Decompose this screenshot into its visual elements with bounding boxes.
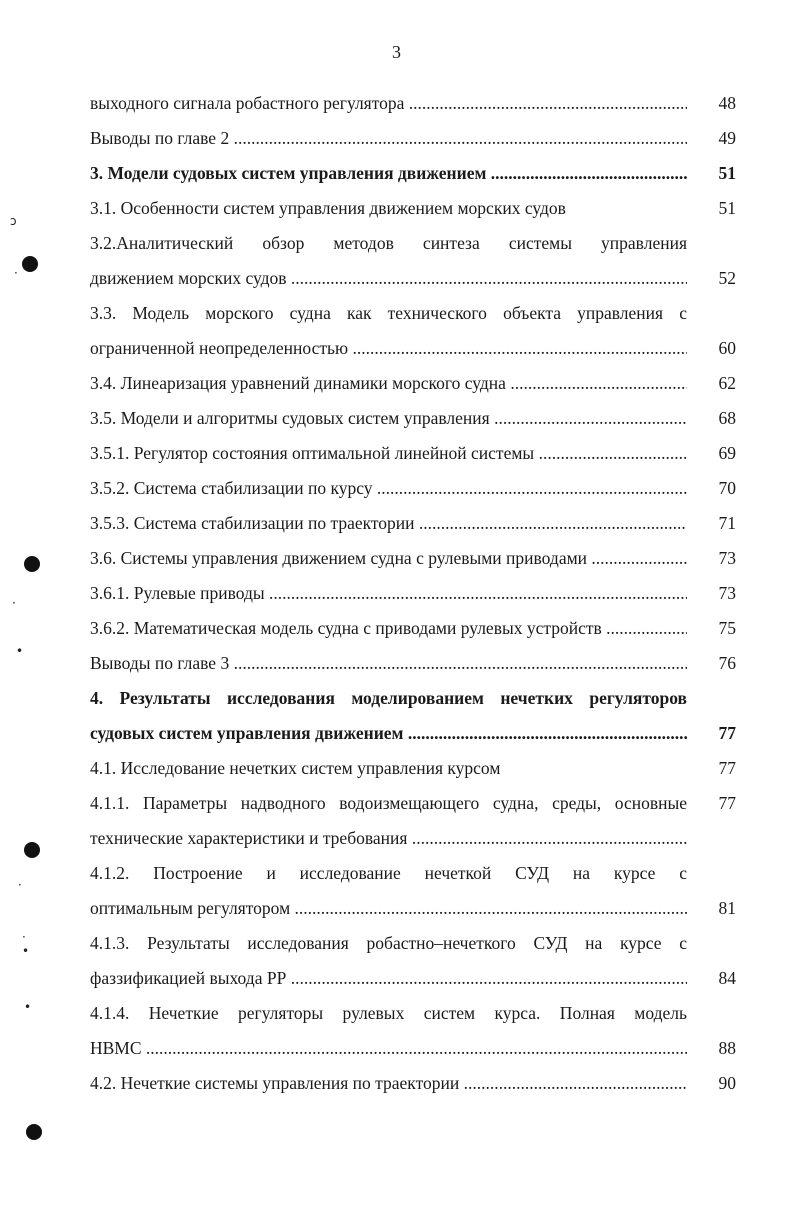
toc-entry-page: 60: [718, 338, 736, 358]
toc-entry[interactable]: [90, 856, 736, 926]
toc-entry-page: 75: [718, 618, 736, 638]
toc-entry-page: 73: [718, 548, 736, 568]
toc-entry-page: 76: [718, 653, 736, 673]
toc-entry-line: 3.4. Линеаризация уравнений динамики морского судна .....: [90, 366, 687, 401]
toc-entry[interactable]: [90, 576, 736, 611]
toc-entry[interactable]: [90, 86, 736, 121]
scan-speck: ·: [12, 596, 16, 610]
page-number: 3: [392, 42, 401, 62]
toc-entry-line: 3.3. Модель морского судна как технического объекта управления с: [90, 303, 687, 323]
toc-entry-page: 77: [718, 723, 736, 743]
binder-hole-1: [22, 256, 38, 272]
toc-entry[interactable]: [90, 191, 736, 226]
toc-entry-line: 3.5.3. Система стабилизации по траектории .....: [90, 506, 687, 541]
toc-entry-page: 88: [718, 1038, 736, 1058]
toc-entry-line: фаззификацией выхода РР .....: [90, 961, 687, 996]
toc-entry[interactable]: [90, 296, 736, 366]
toc-entry[interactable]: [90, 436, 736, 471]
toc-entry-page: 84: [718, 968, 736, 988]
toc-entry-line: ограниченной неопределенностью .....: [90, 331, 687, 366]
toc-entry-page: 77: [718, 758, 736, 778]
toc-entry-page: 51: [718, 198, 736, 218]
binder-hole-4: [26, 1124, 42, 1140]
toc-entry-line: 3.6. Системы управления движением судна с рулевыми приводами .....: [90, 541, 687, 576]
toc-entry[interactable]: [90, 751, 736, 786]
toc-entry[interactable]: [90, 121, 736, 156]
toc-entry-line: 3.1. Особенности систем управления движением морских судов: [90, 198, 566, 218]
toc-entry-page: 52: [718, 268, 736, 288]
toc-entry-line: оптимальным регулятором .....: [90, 891, 687, 926]
scan-speck: •: [24, 1000, 32, 1014]
toc-entry-page: 48: [718, 93, 736, 113]
toc-entry-page: 70: [718, 478, 736, 498]
toc-entry[interactable]: [90, 156, 736, 191]
toc-entry[interactable]: [90, 471, 736, 506]
binder-hole-2: [24, 556, 40, 572]
toc-entry-page: 69: [718, 443, 736, 463]
toc-entry-line: 4.1.4. Нечеткие регуляторы рулевых систем курса. Полная модель: [90, 1003, 687, 1023]
toc-entry[interactable]: [90, 506, 736, 541]
toc-entry-page: 51: [718, 163, 736, 183]
toc-entry-page: 68: [718, 408, 736, 428]
binder-hole-3: [24, 842, 40, 858]
scan-speck: ·: [14, 266, 18, 280]
toc-entry[interactable]: [90, 611, 736, 646]
toc-entry[interactable]: [90, 1066, 736, 1101]
toc-entry-line: 4.2. Нечеткие системы управления по траектории .....: [90, 1066, 687, 1101]
table-of-contents: [90, 86, 736, 1101]
toc-entry-page: 81: [718, 898, 736, 918]
toc-entry-line: Выводы по главе 2 .....: [90, 121, 687, 156]
toc-entry-page: 71: [718, 513, 736, 533]
toc-entry-line: движением морских судов .....: [90, 261, 687, 296]
scan-speck: •: [16, 644, 24, 658]
toc-entry-line: 4. Результаты исследования моделированием нечетких регуляторов: [90, 688, 687, 708]
toc-entry-line: 3. Модели судовых систем управления движением .....: [90, 156, 687, 191]
scan-speck: ↄ: [10, 214, 17, 228]
toc-entry-line: Выводы по главе 3 .....: [90, 646, 687, 681]
toc-entry-page: 77: [718, 793, 736, 813]
toc-entry-line: 4.1.1. Параметры надводного водоизмещающего судна, среды, основные: [90, 793, 687, 813]
toc-entry-line: выходного сигнала робастного регулятора .....: [90, 86, 687, 121]
toc-entry[interactable]: [90, 366, 736, 401]
toc-entry-line: 3.5.1. Регулятор состояния оптимальной линейной системы .....: [90, 436, 687, 471]
toc-entry[interactable]: [90, 926, 736, 996]
toc-entry-line: 4.1.2. Построение и исследование нечеткой СУД на курсе с: [90, 863, 687, 883]
toc-entry[interactable]: [90, 541, 736, 576]
toc-entry-line: 3.5.2. Система стабилизации по курсу .....: [90, 471, 687, 506]
toc-entry-line: 3.6.1. Рулевые приводы .....: [90, 576, 687, 611]
toc-entry-page: 62: [718, 373, 736, 393]
toc-entry[interactable]: [90, 401, 736, 436]
toc-entry-page: 49: [718, 128, 736, 148]
scan-speck: ·: [22, 930, 26, 944]
toc-entry[interactable]: [90, 996, 736, 1066]
toc-entry-line: 3.2.Аналитический обзор методов синтеза системы управления: [90, 233, 687, 253]
toc-entry[interactable]: [90, 681, 736, 751]
toc-entry-line: 4.1.3. Результаты исследования робастно–нечеткого СУД на курсе с: [90, 933, 687, 953]
toc-entry[interactable]: [90, 646, 736, 681]
toc-entry-page: 90: [718, 1073, 736, 1093]
toc-entry-line: 4.1. Исследование нечетких систем управления курсом: [90, 758, 501, 778]
toc-entry-line: технические характеристики и требования .....: [90, 821, 687, 856]
toc-entry-line: 3.5. Модели и алгоритмы судовых систем управления .....: [90, 401, 687, 436]
toc-entry-line: 3.6.2. Математическая модель судна с приводами рулевых устройств .....: [90, 611, 687, 646]
scan-speck: •: [22, 944, 30, 958]
toc-entry-page: 73: [718, 583, 736, 603]
toc-entry[interactable]: [90, 786, 736, 856]
toc-entry-line: НВМС .....: [90, 1031, 687, 1066]
toc-entry-line: судовых систем управления движением .....: [90, 716, 687, 751]
scan-speck: ·: [18, 878, 22, 892]
toc-entry[interactable]: [90, 226, 736, 296]
